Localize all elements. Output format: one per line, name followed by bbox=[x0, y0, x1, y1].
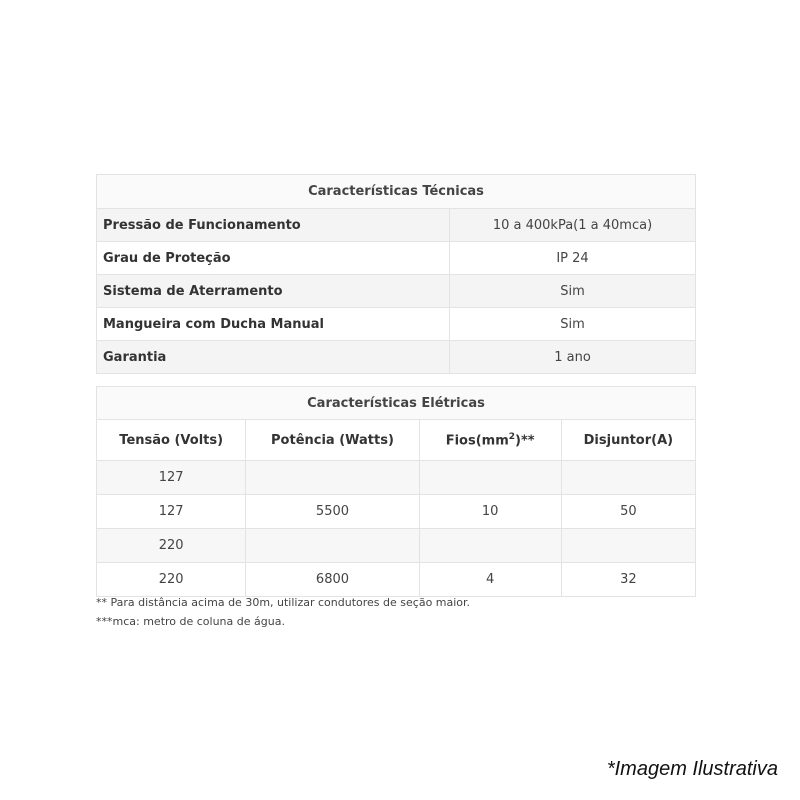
fios-header-prefix: Fios(mm bbox=[445, 433, 509, 449]
spec-label: Pressão de Funcionamento bbox=[97, 209, 450, 242]
spec-label: Garantia bbox=[97, 341, 450, 374]
illustrative-caption: *Imagem Ilustrativa bbox=[606, 758, 778, 780]
fios-header-sup: 2 bbox=[508, 431, 516, 442]
cell-fios bbox=[419, 461, 561, 495]
spec-label: Sistema de Aterramento bbox=[97, 275, 450, 308]
table-row bbox=[97, 341, 696, 374]
technical-specs-table bbox=[96, 174, 696, 374]
cell-tensao: 127 bbox=[97, 495, 246, 529]
fios-header-suffix: )** bbox=[515, 433, 535, 449]
cell-fios: 10 bbox=[419, 495, 561, 529]
electrical-specs-table bbox=[96, 386, 696, 597]
table-header-row bbox=[97, 420, 696, 461]
cell-fios bbox=[419, 529, 561, 563]
spec-value: 10 a 400kPa(1 a 40mca) bbox=[450, 209, 696, 242]
cell-tensao: 220 bbox=[97, 529, 246, 563]
cell-potencia bbox=[246, 529, 419, 563]
column-header-potencia: Potência (Watts) bbox=[246, 420, 419, 461]
footnote-mca: ***mca: metro de coluna de água. bbox=[96, 615, 285, 628]
column-header-fios bbox=[419, 420, 561, 461]
cell-potencia: 5500 bbox=[246, 495, 419, 529]
technical-specs-title: Características Técnicas bbox=[97, 175, 696, 209]
table-row bbox=[97, 242, 696, 275]
table-row bbox=[97, 209, 696, 242]
column-header-disjuntor: Disjuntor(A) bbox=[561, 420, 695, 461]
table-row bbox=[97, 495, 696, 529]
spec-label: Grau de Proteção bbox=[97, 242, 450, 275]
spec-value: Sim bbox=[450, 275, 696, 308]
table-row bbox=[97, 275, 696, 308]
cell-potencia bbox=[246, 461, 419, 495]
table-row bbox=[97, 308, 696, 341]
table-row bbox=[97, 529, 696, 563]
cell-disjuntor bbox=[561, 461, 695, 495]
cell-potencia: 6800 bbox=[246, 563, 419, 597]
table-row bbox=[97, 563, 696, 597]
column-header-tensao: Tensão (Volts) bbox=[97, 420, 246, 461]
cell-tensao: 220 bbox=[97, 563, 246, 597]
cell-tensao: 127 bbox=[97, 461, 246, 495]
cell-disjuntor bbox=[561, 529, 695, 563]
table-row bbox=[97, 461, 696, 495]
electrical-specs-title: Características Elétricas bbox=[97, 387, 696, 420]
cell-disjuntor: 32 bbox=[561, 563, 695, 597]
cell-fios: 4 bbox=[419, 563, 561, 597]
spec-value: 1 ano bbox=[450, 341, 696, 374]
spec-label: Mangueira com Ducha Manual bbox=[97, 308, 450, 341]
footnote-distance: ** Para distância acima de 30m, utilizar condutores de seção maior. bbox=[96, 596, 471, 609]
cell-disjuntor: 50 bbox=[561, 495, 695, 529]
spec-value: IP 24 bbox=[450, 242, 696, 275]
spec-value: Sim bbox=[450, 308, 696, 341]
